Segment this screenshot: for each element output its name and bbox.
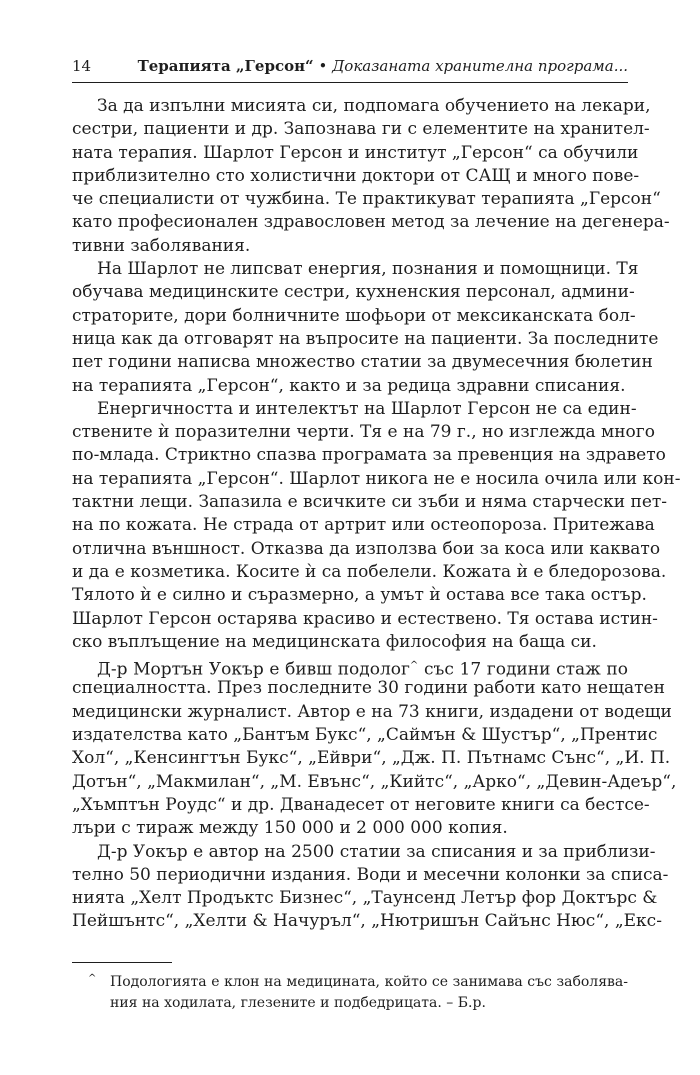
text-line: медицински журналист. Автор е на 73 книги, издадени от водещи <box>72 701 672 722</box>
text-line: Шарлот Герсон остарява красиво и естествено. Тя остава истин- <box>72 608 658 629</box>
text-line: специалността. През последните 30 години работи като нещатен <box>72 678 665 699</box>
text-line: Дотън“, „Макмилан“, „М. Евънс“, „Кийтс“, „Арко“, „Девин-Адеър“, <box>72 771 677 792</box>
text-line: на по кожата. Не страда от артрит или остеопороза. Притежава <box>72 515 655 536</box>
paragraph <box>72 654 677 840</box>
footnote <box>72 972 628 1013</box>
text-line: Д-р Мортън Уокър е бивш подолог^ със 17 години стаж по <box>97 659 628 680</box>
title-separator: • <box>313 57 333 75</box>
text-line: страторите, дори болничните шофьори от мексиканската бол- <box>72 305 636 326</box>
footnote-reference: ^ <box>409 660 419 672</box>
footnote-line: Подологията е клон на медицината, който се занимава със заболява- <box>110 974 628 990</box>
paragraph <box>72 398 681 654</box>
paragraph <box>72 841 669 934</box>
running-title <box>138 56 628 76</box>
text-line: За да изпълни мисията си, подпомага обучението на лекари, <box>97 96 651 116</box>
text-line: лъри с тираж между 150 000 и 2 000 000 копия. <box>72 818 508 839</box>
text-line: като професионален здравословен метод за лечение на дегенера- <box>72 212 670 233</box>
text-line: приблизително сто холистични доктори от САЩ и много пове- <box>72 165 640 186</box>
text-line: по-млада. Стриктно спазва програмата за превенция на здравето <box>72 445 666 466</box>
text-line: ната терапия. Шарлот Герсон и институт „Герсон“ са обучили <box>72 142 639 163</box>
text-line: издателства като „Бантъм Букс“, „Саймън & Шустър“, „Прентис <box>72 725 658 746</box>
text-line: отлична външност. Отказва да използва бои за коса или каквато <box>72 538 661 559</box>
footnote-line: ния на ходилата, глезените и подбедрицата. – Б.р. <box>110 994 486 1011</box>
text-line: На Шарлот не липсват енергия, познания и помощници. Тя <box>97 259 639 280</box>
text-line: Хол“, „Кенсингтън Букс“, „Ейври“, „Дж. П. Пътнамс Сънс“, „И. П. <box>72 748 671 769</box>
text-line: сестри, пациенти и др. Запознава ги с елементите на хранител- <box>72 119 650 140</box>
text-line: Пейшънтс“, „Хелти & Начуръл“, „Нютришън Сайънс Нюс“, „Екс- <box>72 911 662 932</box>
body-text <box>72 95 681 934</box>
text-line: обучава медицинските сестри, кухненския персонал, админи- <box>72 282 635 303</box>
book-subtitle: Доказаната хранителна програма... <box>332 57 628 75</box>
text-line: че специалисти от чужбина. Те практикуват терапията „Герсон“ <box>72 189 661 210</box>
paragraph <box>72 95 670 258</box>
footnote-marker: ^ <box>88 973 97 984</box>
text-line: тактни лещи. Запазила е всичките си зъби и няма старчески пет- <box>72 492 668 513</box>
text-line: и да е козметика. Косите ѝ са побелели. Кожата ѝ е бледорозова. <box>72 561 667 582</box>
text-line: на терапията „Герсон“, както и за редица здравни списания. <box>72 375 626 396</box>
text-line: ско въплъщение на медицинската философия на баща си. <box>72 631 597 652</box>
text-line: ница как да отговарят на въпросите на пациенти. За последните <box>72 328 659 349</box>
text-line: телно 50 периодични издания. Води и месечни колонки за списа- <box>72 864 669 885</box>
book-title: Терапията „Герсон“ <box>137 57 314 75</box>
text-line: Енергичността и интелектът на Шарлот Герсон не са един- <box>97 398 637 419</box>
text-line: Д-р Уокър е автор на 2500 статии за списания и за приблизи- <box>97 841 656 862</box>
text-line: Тялото ѝ е силно и съразмерно, а умът ѝ остава все така остър. <box>72 585 647 606</box>
text-line: на терапията „Герсон“. Шарлот никога не е носила очила или кон- <box>72 468 681 489</box>
paragraph <box>72 258 659 398</box>
running-header <box>72 56 628 80</box>
text-line: нията „Хелт Продъктс Бизнес“, „Таунсенд Летър фор Доктърс & <box>72 888 658 909</box>
header-rule <box>72 82 628 83</box>
text-line: пет години написва множество статии за двумесечния бюлетин <box>72 352 653 373</box>
text-line: ствените ѝ поразителни черти. Тя е на 79 г., но изглежда много <box>72 422 655 443</box>
footnote-rule <box>72 962 172 963</box>
page-number: 14 <box>72 57 92 75</box>
text-line: „Хъмптън Роудс“ и др. Дванадесет от неговите книги са бестсе- <box>72 794 650 815</box>
text-line: тивни заболявания. <box>72 235 251 256</box>
